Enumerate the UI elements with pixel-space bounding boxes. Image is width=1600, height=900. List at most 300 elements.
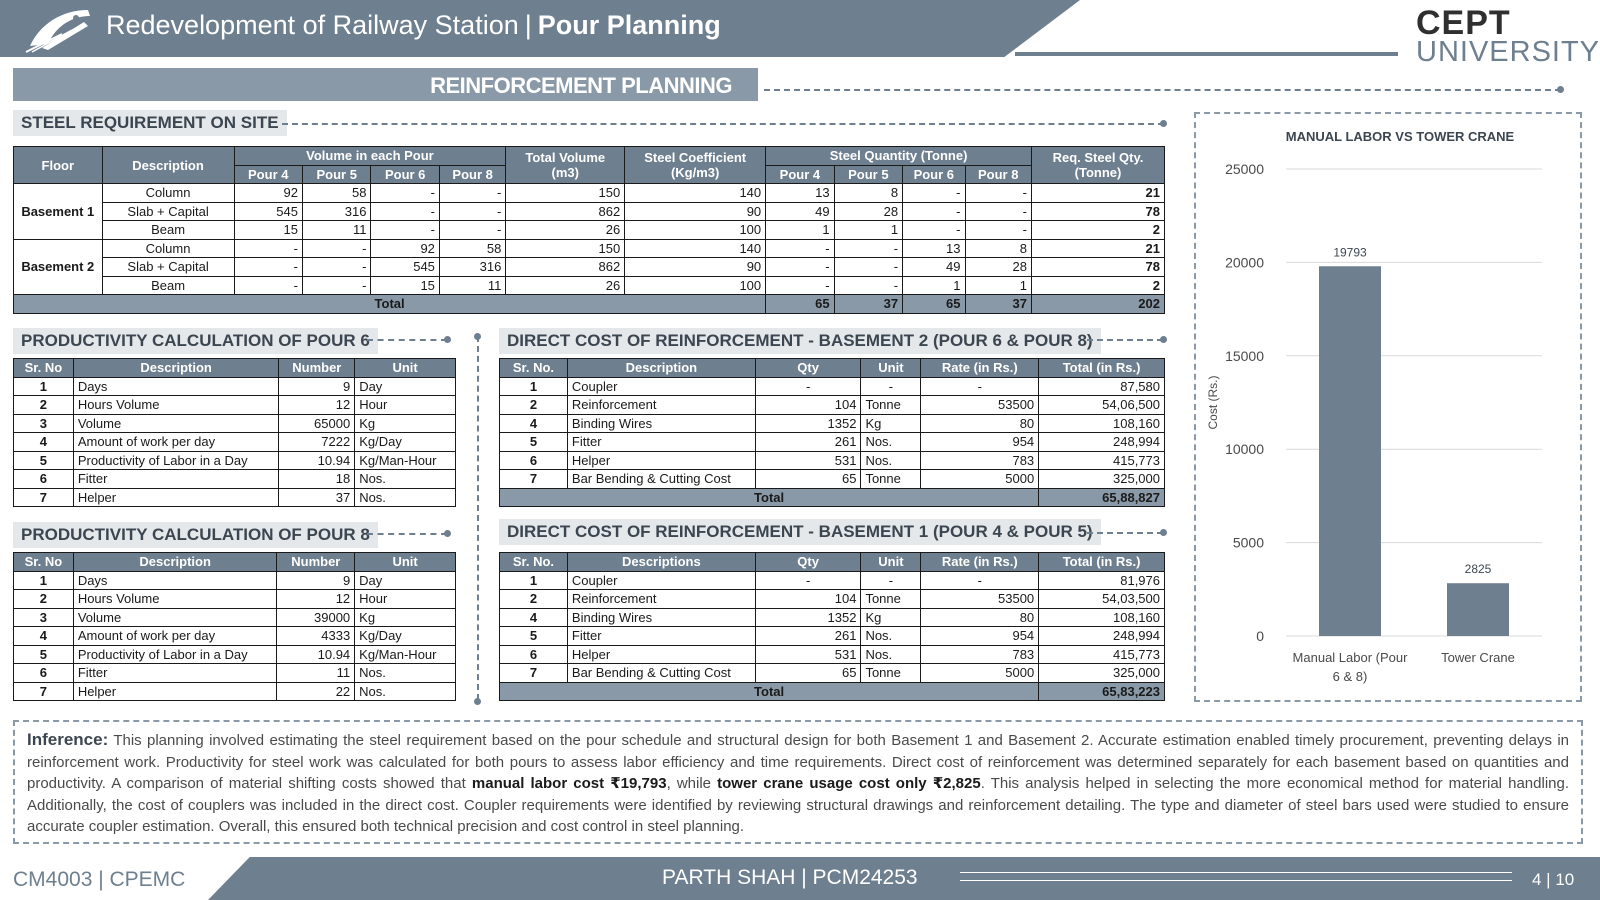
- steel-dash-dot: [1160, 120, 1167, 127]
- table-cell: 18: [279, 470, 355, 489]
- university-logo-top: CEPT: [1416, 4, 1511, 42]
- total-volume-cell: 26: [506, 276, 625, 295]
- y-tick-label: 25000: [1225, 161, 1264, 177]
- volume-cell: 11: [302, 221, 370, 240]
- coefficient-cell: 140: [625, 184, 766, 203]
- table-cell: 2: [14, 590, 74, 609]
- bar-chart: [1196, 114, 1580, 700]
- quantity-cell: 49: [903, 258, 965, 277]
- table-cell: 6: [500, 451, 568, 470]
- quantity-cell: -: [965, 202, 1031, 221]
- table-cell: Kg: [355, 414, 456, 433]
- description-cell: Beam: [102, 221, 234, 240]
- total-qty-cell: 37: [965, 295, 1031, 314]
- total-row: [500, 682, 1165, 701]
- table-cell: Day: [355, 571, 456, 590]
- table-cell: Days: [73, 571, 277, 590]
- column-header: Rate (in Rs.): [921, 553, 1039, 572]
- y-tick-label: 5000: [1232, 534, 1264, 551]
- table-cell: 531: [755, 645, 861, 664]
- total-qty-cell: 37: [834, 295, 902, 314]
- column-header: Rate (in Rs.): [921, 359, 1039, 378]
- table-cell: 2: [14, 396, 74, 415]
- total-qty-cell: 65: [766, 295, 834, 314]
- quantity-cell: 13: [766, 184, 834, 203]
- table-cell: Kg/Man-Hour: [355, 451, 456, 470]
- inference-paragraph: Inference: This planning involved estimating the steel requirement based on the pour schedule and structural design for both Basement 1 and Basement 2. Accurate estimation enabled timely procurement, preventing delays in reinforcement work. Productivity for steel work was calculated for both pours to assess labor efficiency and time requirements. Direct cost of reinforcement was determined separately for each basement based on quantities and productivity. A comparison of material shifting costs showed that manual labor cost ₹19,793, while tower crane usage cost only ₹2,825. This analysis helped in selecting the more economical method for material handling. Additionally, the cost of couplers was included in the direct cost. Coupler requirements were identified by reviewing structural drawings and reinforcement detailing. The type and diameter of steel bars used were studied to ensure accurate coupler estimation. Overall, this ensured both technical precision and cost control in steel planning.: [13, 720, 1583, 844]
- table-row: [500, 627, 1165, 646]
- table-cell: Nos.: [861, 433, 921, 452]
- table-cell: -: [861, 571, 921, 590]
- floor-cell: Basement 2: [14, 239, 103, 295]
- quantity-cell: -: [834, 258, 902, 277]
- table-cell: 6: [14, 470, 74, 489]
- volume-cell: 58: [302, 184, 370, 203]
- cost2-dash-dot: [1160, 336, 1167, 343]
- table-cell: Coupler: [567, 377, 755, 396]
- table-cell: 65000: [279, 414, 355, 433]
- table-cell: 5: [14, 451, 74, 470]
- table-cell: 5: [14, 645, 74, 664]
- table-row: [500, 590, 1165, 609]
- quantity-cell: 28: [965, 258, 1031, 277]
- table-cell: Kg: [355, 608, 456, 627]
- col-vol-pour5: Pour 5: [302, 165, 370, 184]
- table-row: [14, 433, 456, 452]
- table-cell: 12: [279, 396, 355, 415]
- table-row: [500, 645, 1165, 664]
- total-value: 65,88,827: [1039, 488, 1165, 507]
- table-cell: 1352: [755, 414, 861, 433]
- table-row: [14, 571, 456, 590]
- table-cell: 4333: [277, 627, 355, 646]
- required-qty-cell: 21: [1031, 239, 1164, 258]
- column-header: Qty: [755, 359, 861, 378]
- banner-dash-dot: [1557, 86, 1564, 93]
- volume-cell: -: [439, 221, 505, 240]
- steel-requirement-table: [13, 146, 1165, 314]
- y-tick-label: 20000: [1225, 254, 1264, 271]
- divider-dot-top: [474, 333, 481, 340]
- table-cell: 3: [14, 414, 74, 433]
- table-cell: Amount of work per day: [73, 627, 277, 646]
- table-cell: Day: [355, 377, 456, 396]
- table-cell: 9: [277, 571, 355, 590]
- table-cell: 108,160: [1039, 414, 1165, 433]
- column-header: Sr. No: [14, 359, 74, 378]
- col-vol-pour8: Pour 8: [439, 165, 505, 184]
- table-row: [14, 414, 456, 433]
- table-cell: 4: [14, 433, 74, 452]
- steel-dashed-line: [282, 123, 1164, 125]
- column-header: Total (in Rs.): [1039, 553, 1165, 572]
- volume-cell: -: [234, 239, 302, 258]
- col-coefficient: Steel Coefficient (Kg/m3): [625, 147, 766, 184]
- quantity-cell: -: [965, 221, 1031, 240]
- total-label: Total: [14, 295, 766, 314]
- table-row: [14, 202, 1165, 221]
- table-cell: 53500: [921, 396, 1039, 415]
- prod6-table: [13, 358, 456, 507]
- table-cell: Bar Bending & Cutting Cost: [567, 664, 755, 683]
- floor-cell: Basement 1: [14, 184, 103, 240]
- table-row: [14, 488, 456, 507]
- table-cell: 10.94: [279, 451, 355, 470]
- table-cell: 1: [14, 571, 74, 590]
- prod8-table: [13, 552, 456, 701]
- table-cell: 5: [500, 627, 568, 646]
- prod8-dash-dot: [444, 530, 451, 537]
- col-vol-pour4: Pour 4: [234, 165, 302, 184]
- volume-cell: 15: [371, 276, 439, 295]
- data-label: 19793: [1333, 245, 1367, 260]
- col-req-qty: Req. Steel Qty. (Tonne): [1031, 147, 1164, 184]
- cost2-table: [499, 358, 1165, 507]
- prod8-section-title: PRODUCTIVITY CALCULATION OF POUR 8: [13, 522, 378, 548]
- column-header: Description: [567, 359, 755, 378]
- column-header: Number: [277, 553, 355, 572]
- column-header: Sr. No.: [500, 553, 568, 572]
- bar: [1319, 266, 1381, 636]
- quantity-cell: 8: [834, 184, 902, 203]
- volume-cell: -: [371, 221, 439, 240]
- table-cell: 80: [921, 414, 1039, 433]
- col-volume-group: Volume in each Pour: [234, 147, 506, 166]
- quantity-cell: 8: [965, 239, 1031, 258]
- table-cell: 325,000: [1039, 664, 1165, 683]
- table-cell: 248,994: [1039, 627, 1165, 646]
- total-row: [14, 295, 1165, 314]
- table-cell: 54,06,500: [1039, 396, 1165, 415]
- table-cell: 104: [755, 396, 861, 415]
- required-qty-cell: 2: [1031, 276, 1164, 295]
- quantity-cell: 28: [834, 202, 902, 221]
- table-cell: 2: [500, 590, 568, 609]
- table-cell: 54,03,500: [1039, 590, 1165, 609]
- volume-cell: -: [302, 276, 370, 295]
- table-row: [14, 608, 456, 627]
- table-row: [14, 470, 456, 489]
- table-cell: 954: [921, 627, 1039, 646]
- y-tick-label: 0: [1256, 628, 1264, 644]
- table-row: [14, 451, 456, 470]
- table-cell: Nos.: [355, 664, 456, 683]
- table-cell: Tonne: [861, 396, 921, 415]
- table-cell: Nos.: [355, 470, 456, 489]
- table-cell: 7: [500, 470, 568, 489]
- table-row: [14, 682, 456, 701]
- table-cell: -: [861, 377, 921, 396]
- description-cell: Slab + Capital: [102, 202, 234, 221]
- table-cell: Coupler: [567, 571, 755, 590]
- table-cell: 65: [755, 470, 861, 489]
- table-row: [500, 433, 1165, 452]
- table-cell: Volume: [73, 608, 277, 627]
- table-cell: Nos.: [355, 488, 456, 507]
- total-volume-cell: 150: [506, 239, 625, 258]
- column-header: Number: [279, 359, 355, 378]
- table-cell: 22: [277, 682, 355, 701]
- table-cell: 7: [500, 664, 568, 683]
- table-cell: 531: [755, 451, 861, 470]
- x-tick-label: Manual Labor (Pour: [1292, 650, 1408, 665]
- university-logo-bottom: UNIVERSITY: [1416, 36, 1600, 68]
- footer-decor-lines: [960, 872, 1512, 881]
- column-header: Unit: [355, 359, 456, 378]
- prod6-dash-dot: [444, 336, 451, 343]
- col-qty-group: Steel Quantity (Tonne): [766, 147, 1032, 166]
- col-qty-pour5: Pour 5: [834, 165, 902, 184]
- table-row: [500, 608, 1165, 627]
- steel-section-title: STEEL REQUIREMENT ON SITE: [13, 110, 287, 136]
- table-cell: Hours Volume: [73, 590, 277, 609]
- table-cell: Helper: [73, 488, 279, 507]
- volume-cell: -: [371, 184, 439, 203]
- table-cell: Fitter: [567, 433, 755, 452]
- table-row: [14, 276, 1165, 295]
- page-number: 4 | 10: [1532, 870, 1575, 889]
- volume-cell: -: [302, 239, 370, 258]
- table-cell: Nos.: [355, 682, 456, 701]
- required-qty-cell: 78: [1031, 202, 1164, 221]
- table-cell: Hours Volume: [73, 396, 279, 415]
- required-qty-cell: 2: [1031, 221, 1164, 240]
- table-row: [500, 451, 1165, 470]
- y-axis-label: Cost (Rs.): [1206, 375, 1220, 430]
- x-tick-label: Tower Crane: [1441, 650, 1515, 665]
- cost1-dashed-line: [1087, 532, 1163, 534]
- cost1-section-title: DIRECT COST OF REINFORCEMENT - BASEMENT 1 (POUR 4 & POUR 5): [499, 519, 1101, 545]
- table-cell: 6: [500, 645, 568, 664]
- volume-cell: 92: [371, 239, 439, 258]
- total-volume-cell: 862: [506, 258, 625, 277]
- description-cell: Slab + Capital: [102, 258, 234, 277]
- volume-cell: 92: [234, 184, 302, 203]
- section-banner: REINFORCEMENT PLANNING: [13, 68, 758, 101]
- table-cell: Kg/Man-Hour: [355, 645, 456, 664]
- vertical-divider: [477, 336, 479, 700]
- table-cell: 783: [921, 451, 1039, 470]
- table-row: [500, 470, 1165, 489]
- table-cell: 4: [14, 627, 74, 646]
- table-cell: 3: [14, 608, 74, 627]
- total-value: 65,83,223: [1039, 682, 1165, 701]
- total-volume-cell: 862: [506, 202, 625, 221]
- total-req-cell: 202: [1031, 295, 1164, 314]
- table-cell: Volume: [73, 414, 279, 433]
- column-header: Sr. No.: [500, 359, 568, 378]
- col-description: Description: [102, 147, 234, 184]
- table-cell: Helper: [567, 645, 755, 664]
- total-qty-cell: 65: [903, 295, 965, 314]
- table-cell: 783: [921, 645, 1039, 664]
- table-cell: 6: [14, 664, 74, 683]
- column-header: Descriptions: [567, 553, 755, 572]
- description-cell: Column: [102, 239, 234, 258]
- volume-cell: -: [234, 258, 302, 277]
- table-cell: 12: [277, 590, 355, 609]
- col-vol-pour6: Pour 6: [371, 165, 439, 184]
- description-cell: Column: [102, 184, 234, 203]
- quantity-cell: -: [766, 239, 834, 258]
- volume-cell: 15: [234, 221, 302, 240]
- table-cell: 81,976: [1039, 571, 1165, 590]
- quantity-cell: 1: [766, 221, 834, 240]
- quantity-cell: 49: [766, 202, 834, 221]
- table-cell: 7: [14, 488, 74, 507]
- table-cell: 5000: [921, 664, 1039, 683]
- x-tick-label: 6 & 8): [1332, 669, 1368, 684]
- table-cell: Amount of work per day: [73, 433, 279, 452]
- table-cell: Kg: [861, 608, 921, 627]
- quantity-cell: -: [766, 258, 834, 277]
- table-cell: -: [921, 377, 1039, 396]
- table-cell: Hour: [355, 590, 456, 609]
- table-cell: 415,773: [1039, 645, 1165, 664]
- footer-author: PARTH SHAH | PCM24253: [662, 866, 918, 889]
- table-cell: Tonne: [861, 664, 921, 683]
- table-cell: Helper: [567, 451, 755, 470]
- chart-title: MANUAL LABOR VS TOWER CRANE: [1285, 129, 1515, 144]
- cost2-dashed-line: [1087, 339, 1163, 341]
- table-cell: 1352: [755, 608, 861, 627]
- table-cell: Fitter: [73, 664, 277, 683]
- table-cell: -: [921, 571, 1039, 590]
- table-cell: Fitter: [73, 470, 279, 489]
- table-row: [500, 571, 1165, 590]
- table-row: [14, 627, 456, 646]
- required-qty-cell: 21: [1031, 184, 1164, 203]
- quantity-cell: -: [834, 239, 902, 258]
- column-header: Description: [73, 359, 279, 378]
- volume-cell: 316: [302, 202, 370, 221]
- column-header: Unit: [861, 553, 921, 572]
- col-qty-pour8: Pour 8: [965, 165, 1031, 184]
- volume-cell: -: [371, 202, 439, 221]
- y-tick-label: 10000: [1225, 441, 1264, 458]
- table-cell: Reinforcement: [567, 590, 755, 609]
- coefficient-cell: 140: [625, 239, 766, 258]
- coefficient-cell: 100: [625, 276, 766, 295]
- table-cell: 1: [14, 377, 74, 396]
- table-row: [14, 396, 456, 415]
- coefficient-cell: 100: [625, 221, 766, 240]
- table-row: [14, 377, 456, 396]
- volume-cell: -: [302, 258, 370, 277]
- volume-cell: 58: [439, 239, 505, 258]
- table-cell: 10.94: [277, 645, 355, 664]
- table-cell: 108,160: [1039, 608, 1165, 627]
- total-volume-cell: 150: [506, 184, 625, 203]
- table-cell: 53500: [921, 590, 1039, 609]
- table-cell: 37: [279, 488, 355, 507]
- y-tick-label: 15000: [1225, 347, 1264, 364]
- volume-cell: 545: [371, 258, 439, 277]
- quantity-cell: -: [903, 202, 965, 221]
- inference-label: Inference:: [27, 730, 109, 749]
- table-cell: 415,773: [1039, 451, 1165, 470]
- header-underline: [1015, 52, 1398, 56]
- quantity-cell: 1: [965, 276, 1031, 295]
- footer-course: CM4003 | CPEMC: [13, 868, 186, 891]
- volume-cell: 545: [234, 202, 302, 221]
- table-cell: 80: [921, 608, 1039, 627]
- table-cell: Productivity of Labor in a Day: [73, 451, 279, 470]
- table-cell: 7222: [279, 433, 355, 452]
- total-label: Total: [500, 682, 1039, 701]
- quantity-cell: -: [965, 184, 1031, 203]
- quantity-cell: 1: [903, 276, 965, 295]
- table-cell: Nos.: [861, 627, 921, 646]
- table-cell: Binding Wires: [567, 414, 755, 433]
- table-cell: 325,000: [1039, 470, 1165, 489]
- table-cell: 9: [279, 377, 355, 396]
- cost1-table: [499, 552, 1165, 701]
- table-row: [14, 664, 456, 683]
- table-cell: Tonne: [861, 470, 921, 489]
- quantity-cell: -: [903, 221, 965, 240]
- table-cell: 1: [500, 377, 568, 396]
- table-row: [14, 239, 1165, 258]
- table-row: [14, 258, 1165, 277]
- table-row: [14, 590, 456, 609]
- table-cell: 5000: [921, 470, 1039, 489]
- table-row: [14, 184, 1165, 203]
- quantity-cell: -: [834, 276, 902, 295]
- table-cell: 4: [500, 608, 568, 627]
- col-qty-pour4: Pour 4: [766, 165, 834, 184]
- table-cell: 39000: [277, 608, 355, 627]
- table-cell: 87,580: [1039, 377, 1165, 396]
- coefficient-cell: 90: [625, 202, 766, 221]
- table-cell: 4: [500, 414, 568, 433]
- col-floor: Floor: [14, 147, 103, 184]
- train-logo-icon: [22, 4, 94, 54]
- prod6-section-title: PRODUCTIVITY CALCULATION OF POUR 6: [13, 328, 378, 354]
- required-qty-cell: 78: [1031, 258, 1164, 277]
- column-header: Unit: [861, 359, 921, 378]
- table-cell: 248,994: [1039, 433, 1165, 452]
- table-cell: 104: [755, 590, 861, 609]
- column-header: Description: [73, 553, 277, 572]
- table-row: [14, 645, 456, 664]
- col-total-volume: Total Volume (m3): [506, 147, 625, 184]
- page-title: Redevelopment of Railway Station | Pour Planning: [106, 10, 721, 40]
- table-cell: 954: [921, 433, 1039, 452]
- volume-cell: -: [439, 202, 505, 221]
- quantity-cell: 13: [903, 239, 965, 258]
- coefficient-cell: 90: [625, 258, 766, 277]
- quantity-cell: 1: [834, 221, 902, 240]
- table-cell: 2: [500, 396, 568, 415]
- table-cell: Nos.: [861, 645, 921, 664]
- total-label: Total: [500, 488, 1039, 507]
- table-cell: Helper: [73, 682, 277, 701]
- cost2-section-title: DIRECT COST OF REINFORCEMENT - BASEMENT 2 (POUR 6 & POUR 8): [499, 328, 1101, 354]
- table-cell: 65: [755, 664, 861, 683]
- banner-dashed-line: [764, 89, 1561, 91]
- table-cell: Kg/Day: [355, 627, 456, 646]
- data-label: 2825: [1464, 562, 1492, 577]
- col-qty-pour6: Pour 6: [903, 165, 965, 184]
- table-cell: 261: [755, 433, 861, 452]
- table-cell: Tonne: [861, 590, 921, 609]
- volume-cell: -: [234, 276, 302, 295]
- table-cell: -: [755, 571, 861, 590]
- bar: [1447, 583, 1509, 636]
- table-cell: Fitter: [567, 627, 755, 646]
- quantity-cell: -: [903, 184, 965, 203]
